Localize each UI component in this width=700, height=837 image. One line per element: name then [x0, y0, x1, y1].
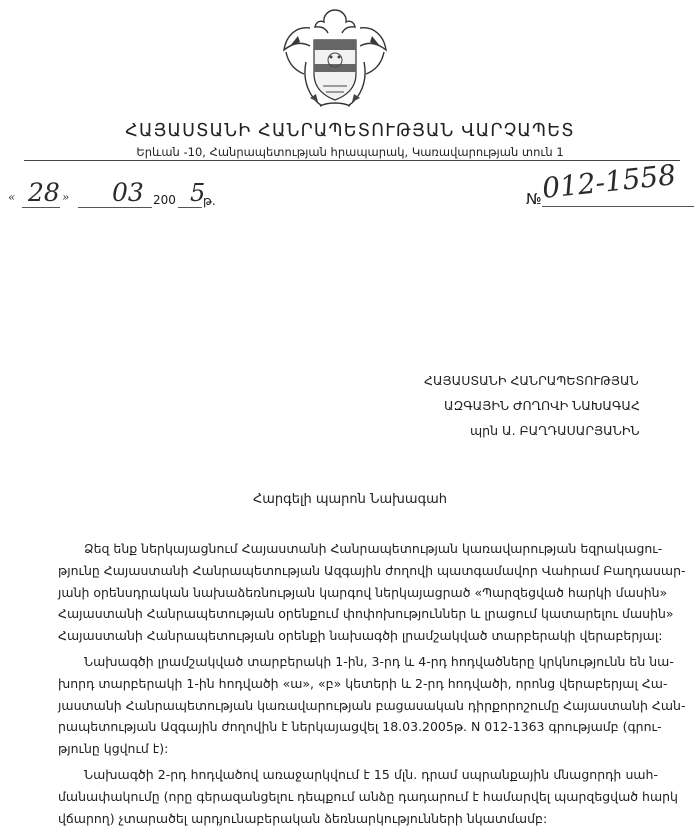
recipient-line: ՀԱՅԱՍՏԱՆԻ ՀԱՆՐԱՊԵՏՈՒԹՅԱՆ — [424, 373, 639, 388]
body-line: վճարող) չտարածել արդյունաբերական ձեռնարկությունների նկատմամբ: — [58, 810, 548, 826]
body-line: խորդ տարբերակի 1-ին հոդվածի «ա», «բ» կետերի և 2-րդ հոդվածի, որոնց վերաբերյալ Հա- — [58, 675, 668, 691]
date-day: 28 — [28, 178, 60, 207]
paragraph-2 — [58, 651, 686, 760]
date-year-prefix: 200 — [153, 193, 176, 207]
letter-date — [8, 178, 238, 212]
date-year-suffix: 5 — [190, 179, 206, 207]
letter-number — [526, 158, 700, 212]
body-line: րապետության Ազգային ժողովին է ներկայացվել 18.03.2005թ. N 012-1363 գրությամբ (գրու- — [58, 719, 662, 735]
body-line: Նախագծի 2-րդ հոդվածով առաջարկվում է 15 մլն. դրամ սպրանքային մնացորդի սահ- — [84, 766, 658, 782]
number-sign: № — [526, 190, 542, 208]
date-close-quote: » — [62, 190, 70, 204]
recipient-line: պրն Ա. ԲԱՂԴԱՍԱՐՅԱՆԻՆ — [470, 423, 640, 438]
salutation: Հարգելի պարոն Նախագահ — [252, 492, 448, 507]
body-line: մանափակումը (որը գերազանցելու դեպքում անձը դադարում է համարվել պարզեցված հարկ — [58, 788, 678, 804]
recipient-line: ԱԶԳԱՅԻՆ ԺՈՂՈՎԻ ՆԱԽԱԳԱՀ — [444, 398, 640, 413]
letter-number-value: 012-1558 — [540, 158, 678, 205]
header-divider — [24, 160, 680, 161]
body-line: Ձեզ ենք ներկայացնում Հայաստանի Հանրապետության կառավարության եզրակացու- — [84, 541, 663, 556]
coat-of-arms-emblem — [276, 2, 394, 112]
paragraph-1 — [58, 538, 686, 647]
body-line: յաստանի Հանրապետության կառավարության բացասական դիրքորոշումը Հայաստանի Հան- — [58, 697, 686, 713]
body-line: Հայաստանի Հանրապետության օրենքի նախագծի լրամշակված տարբերակի վերաբերյալ: — [58, 628, 663, 644]
date-month-underline — [78, 207, 152, 208]
paragraph-3 — [58, 764, 678, 829]
letter-body — [58, 538, 686, 829]
date-year-underline — [178, 207, 202, 208]
date-month: 03 — [112, 178, 144, 207]
body-line: յանի օրենսդրական նախաձեռնության կարգով ներկայացրած «Պարզեցված հարկի մասին» — [58, 584, 668, 600]
org-title: ՀԱՅԱՍՏԱՆԻ ՀԱՆՐԱՊԵՏՈՒԹՅԱՆ ՎԱՐՉԱՊԵՏ — [125, 121, 575, 141]
org-address: Երևան -10, Հանրապետության հրապարակ, Կառավարության տուն 1 — [136, 145, 564, 159]
date-day-underline — [22, 207, 60, 208]
date-open-quote: « — [8, 190, 16, 204]
date-year-mark: թ. — [203, 194, 216, 208]
recipient-block — [424, 368, 640, 443]
number-underline — [542, 206, 694, 207]
body-line: Նախագծի լրամշակված տարբերակի 1-ին, 3-րդ և 4-րդ հոդվածները կրկնությունն են նա- — [84, 653, 674, 669]
body-line: թյունը Հայաստանի Հանրապետության Ազգային ժողովի պատգամավոր Վահրամ Բաղդասար- — [58, 562, 686, 578]
body-line: թյունը կցվում է): — [58, 741, 169, 757]
body-line: Հայաստանի Հանրապետության օրենքում փոփոխություններ և լրացում կատարելու մասին» — [58, 606, 674, 622]
